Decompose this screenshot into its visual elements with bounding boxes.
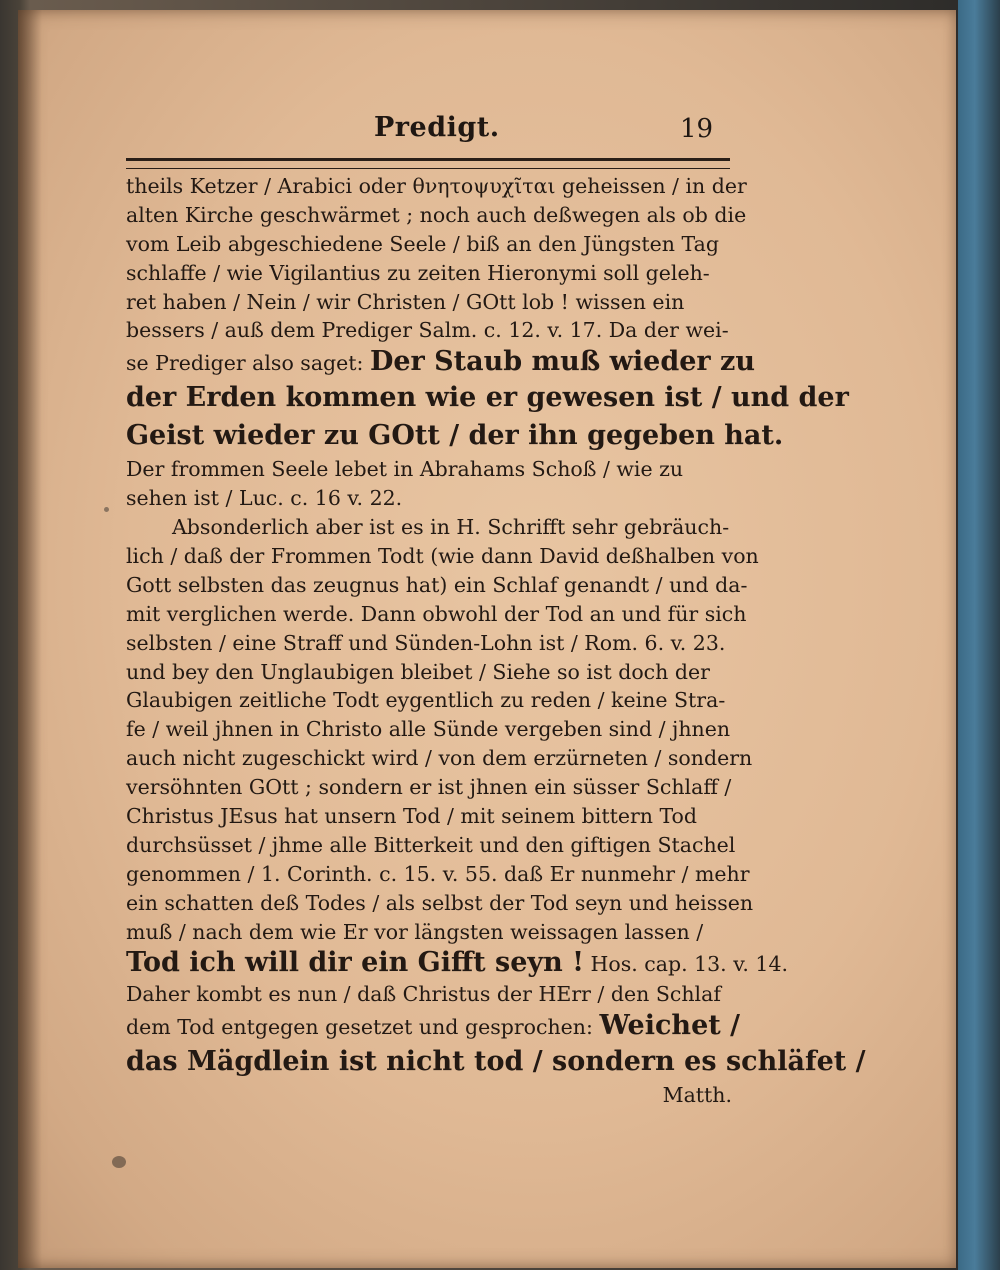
text-line: mit verglichen werde. Dann obwohl der Tod an und für sich: [126, 601, 747, 626]
book-cover-edge: [958, 0, 1000, 1270]
text-line: alten Kirche geschwärmet ; noch auch deßwegen als ob die: [126, 202, 747, 227]
text-line: auch nicht zugeschickt wird / von dem erzürneten / sondern: [126, 746, 753, 771]
paragraph-start-line: Absonderlich aber ist es in H. Schrifft sehr gebräuch-: [172, 515, 730, 540]
book-page: [18, 10, 956, 1268]
text-line: sehen ist / Luc. c. 16 v. 22.: [126, 486, 403, 511]
page-number: 19: [680, 114, 714, 144]
page-gutter-shadow: [18, 10, 42, 1268]
text-line: fe / weil jhnen in Christo alle Sünde vergeben sind / jhnen: [126, 717, 731, 742]
text-line: theils Ketzer / Arabici oder θνητοψυχῖται geheissen / in der: [126, 174, 747, 198]
scripture-quote-line: der Erden kommen wie er gewesen ist / und der: [126, 382, 849, 414]
text-line: vom Leib abgeschiedene Seele / biß an den Jüngsten Tag: [126, 231, 719, 256]
bible-reference: Hos. cap. 13. v. 14.: [583, 952, 789, 977]
text-line: durchsüsset / jhme alle Bitterkeit und den giftigen Stachel: [126, 832, 736, 857]
text-line-mixed: [126, 946, 789, 980]
text-line: Daher kombt es nun / daß Christus der HErr / den Schlaf: [126, 982, 721, 1007]
scripture-quote-line: das Mägdlein ist nicht tod / sondern es schläfet /: [126, 1046, 866, 1078]
text-line: selbsten / eine Straff und Sünden-Lohn ist / Rom. 6. v. 23.: [126, 630, 726, 655]
text-line: Christus JEsus hat unsern Tod / mit seinem bittern Tod: [126, 804, 698, 829]
header-rule: [126, 158, 730, 169]
text-line: ein schatten deß Todes / als selbst der Tod seyn und heissen: [126, 890, 754, 915]
catchword: Matth.: [662, 1083, 732, 1108]
running-title: Predigt.: [374, 112, 500, 143]
text-line: ret haben / Nein / wir Christen / GOtt lob ! wissen ein: [126, 289, 685, 314]
scripture-quote: Tod ich will dir ein Gifft seyn !: [126, 947, 584, 979]
text-line: Der frommen Seele lebet in Abrahams Schoß / wie zu: [126, 457, 684, 482]
text-line-mixed: [126, 345, 755, 379]
scripture-quote: Der Staub muß wieder zu: [369, 346, 755, 378]
text-line: Gott selbsten das zeugnus hat) ein Schlaf genandt / und da-: [126, 572, 748, 597]
text-line: schlaffe / wie Vigilantius zu zeiten Hieronymi soll geleh-: [126, 260, 710, 285]
text-line: lich / daß der Frommen Todt (wie dann David deßhalben von: [126, 544, 759, 569]
page-header: [18, 102, 956, 152]
text-line: versöhnten GOtt ; sondern er ist jhnen ein süsser Schlaff /: [126, 775, 732, 800]
text-line: Glaubigen zeitliche Todt eygentlich zu reden / keine Stra-: [126, 688, 726, 713]
text-plain: dem Tod entgegen gesetzet und gesprochen:: [126, 1015, 600, 1040]
paper-speck: [104, 507, 109, 512]
scripture-quote: Weichet /: [599, 1010, 740, 1042]
text-line: bessers / auß dem Prediger Salm. c. 12. v. 17. Da der wei-: [126, 318, 729, 343]
text-line: und bey den Unglaubigen bleibet / Siehe so ist doch der: [126, 659, 710, 684]
scripture-quote-line: Geist wieder zu GOtt / der ihn gegeben hat.: [126, 420, 784, 452]
body-text: [126, 172, 866, 1110]
text-line: muß / nach dem wie Er vor längsten weissagen lassen /: [126, 919, 704, 944]
text-plain: se Prediger also saget:: [126, 351, 370, 376]
text-line: genommen / 1. Corinth. c. 15. v. 55. daß Er nunmehr / mehr: [126, 861, 750, 886]
text-line-mixed: [126, 1009, 738, 1043]
ink-blot: [112, 1156, 126, 1168]
